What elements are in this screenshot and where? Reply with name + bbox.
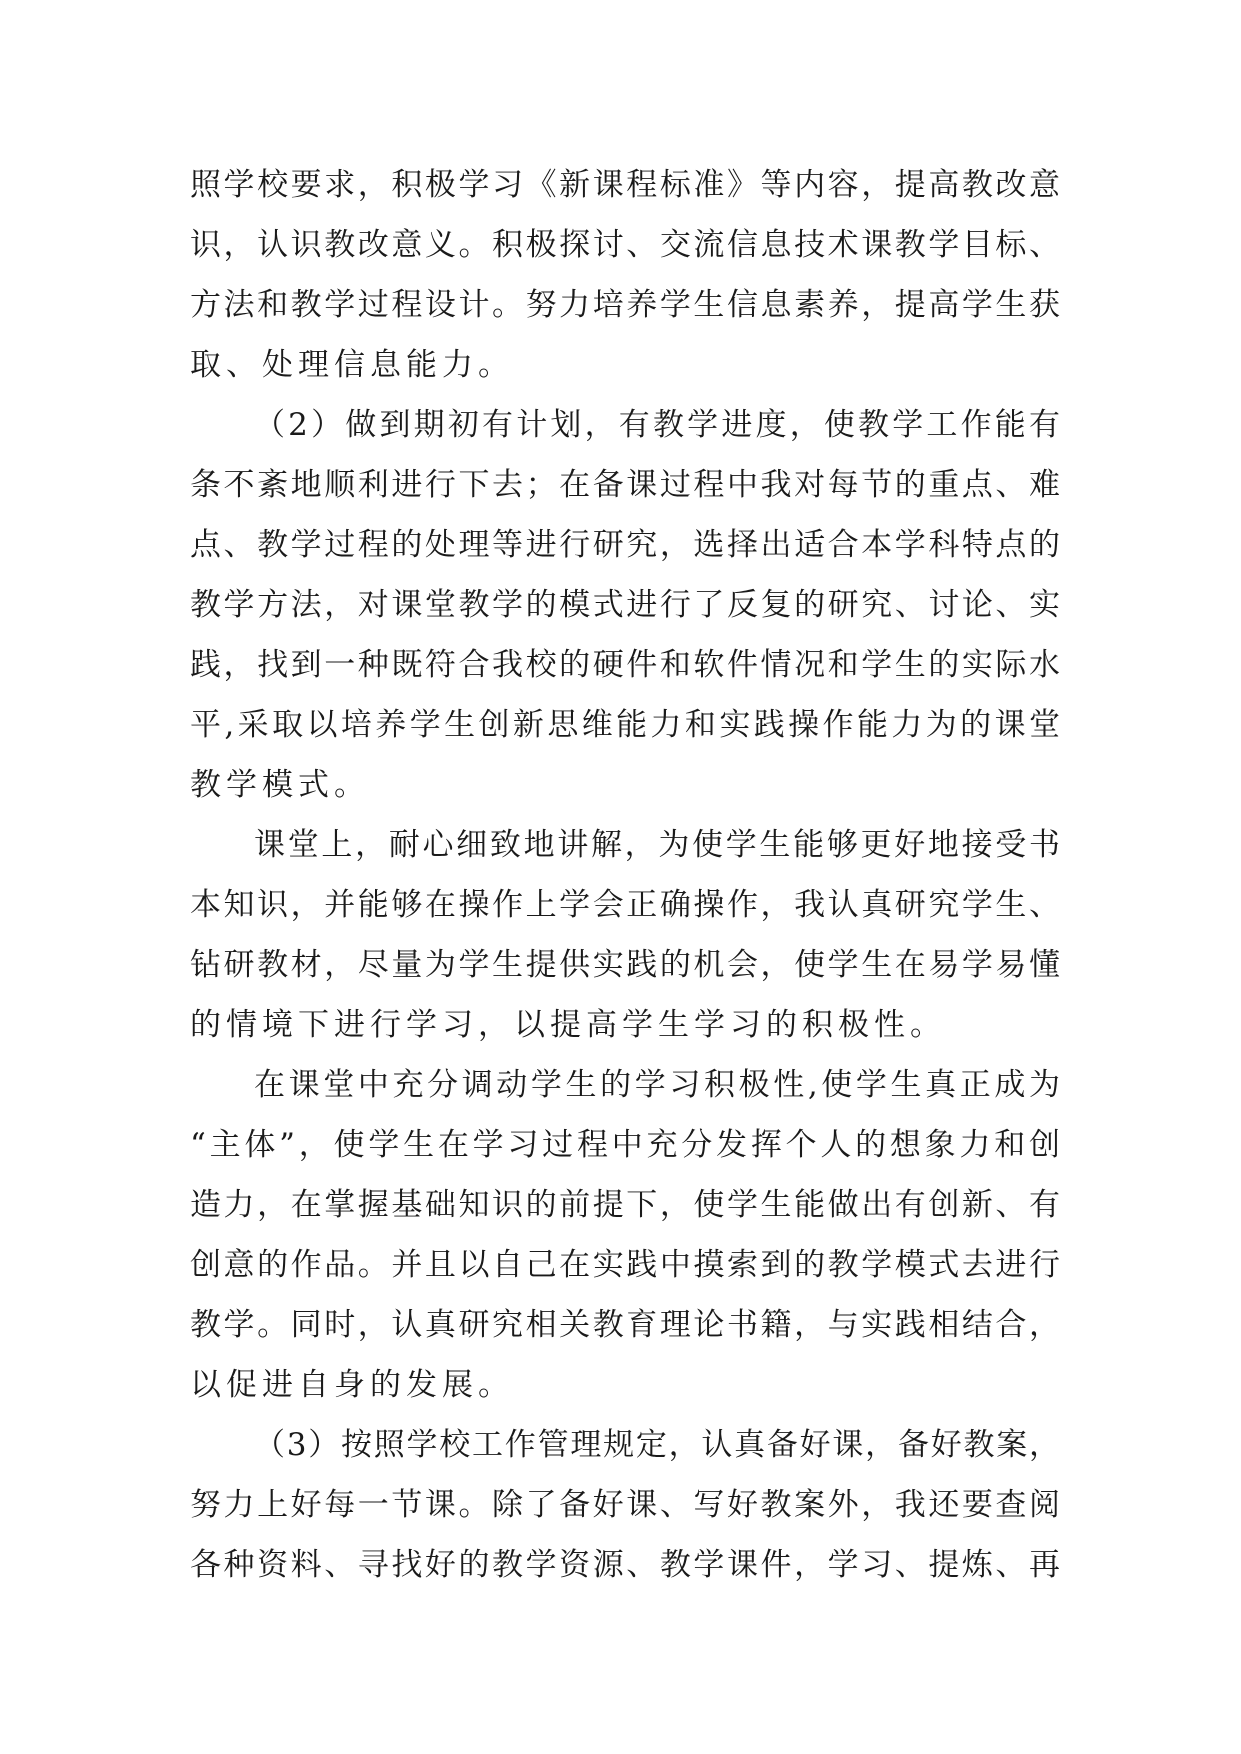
text-line: 教学。同时，认真研究相关教育理论书籍，与实践相结合， (190, 1307, 1060, 1343)
text-line: 各种资料、寻找好的教学资源、教学课件，学习、提炼、再 (190, 1547, 1060, 1583)
text-line: 创意的作品。并且以自己在实践中摸索到的教学模式去进行 (190, 1247, 1060, 1283)
text-line: 本知识，并能够在操作上学会正确操作，我认真研究学生、 (190, 887, 1060, 923)
text-line: 教学方法，对课堂教学的模式进行了反复的研究、讨论、实 (190, 587, 1060, 623)
text-line: 造力，在掌握基础知识的前提下，使学生能做出有创新、有 (190, 1187, 1060, 1223)
text-line: 点、教学过程的处理等进行研究，选择出适合本学科特点的 (190, 527, 1060, 563)
text-line: 照学校要求，积极学习《新课程标准》等内容，提高教改意 (190, 167, 1060, 203)
text-line: 识，认识教改意义。积极探讨、交流信息技术课教学目标、 (190, 227, 1060, 263)
text-line: 努力上好每一节课。除了备好课、写好教案外，我还要查阅 (190, 1487, 1060, 1523)
text-line: 平,采取以培养学生创新思维能力和实践操作能力为的课堂 (190, 707, 1060, 743)
text-line: 课堂上，耐心细致地讲解，为使学生能够更好地接受书 (254, 827, 1060, 863)
text-line: （2）做到期初有计划，有教学进度，使教学工作能有 (254, 407, 1060, 443)
text-line: 钻研教材，尽量为学生提供实践的机会，使学生在易学易懂 (190, 947, 1060, 983)
text-line: （3）按照学校工作管理规定，认真备好课，备好教案， (254, 1427, 1060, 1463)
text-line: 的情境下进行学习，以提高学生学习的积极性。 (190, 1007, 946, 1043)
text-line: 在课堂中充分调动学生的学习积极性,使学生真正成为 (254, 1067, 1060, 1103)
text-line: 方法和教学过程设计。努力培养学生信息素养，提高学生获 (190, 287, 1060, 323)
text-line: “主体”，使学生在学习过程中充分发挥个人的想象力和创 (190, 1127, 1060, 1163)
text-line: 取、处理信息能力。 (190, 347, 514, 383)
document-page (190, 155, 1060, 1595)
text-line: 以促进自身的发展。 (190, 1367, 514, 1403)
text-line: 践，找到一种既符合我校的硬件和软件情况和学生的实际水 (190, 647, 1060, 683)
text-line: 条不紊地顺利进行下去；在备课过程中我对每节的重点、难 (190, 467, 1060, 503)
text-line: 教学模式。 (190, 767, 370, 803)
